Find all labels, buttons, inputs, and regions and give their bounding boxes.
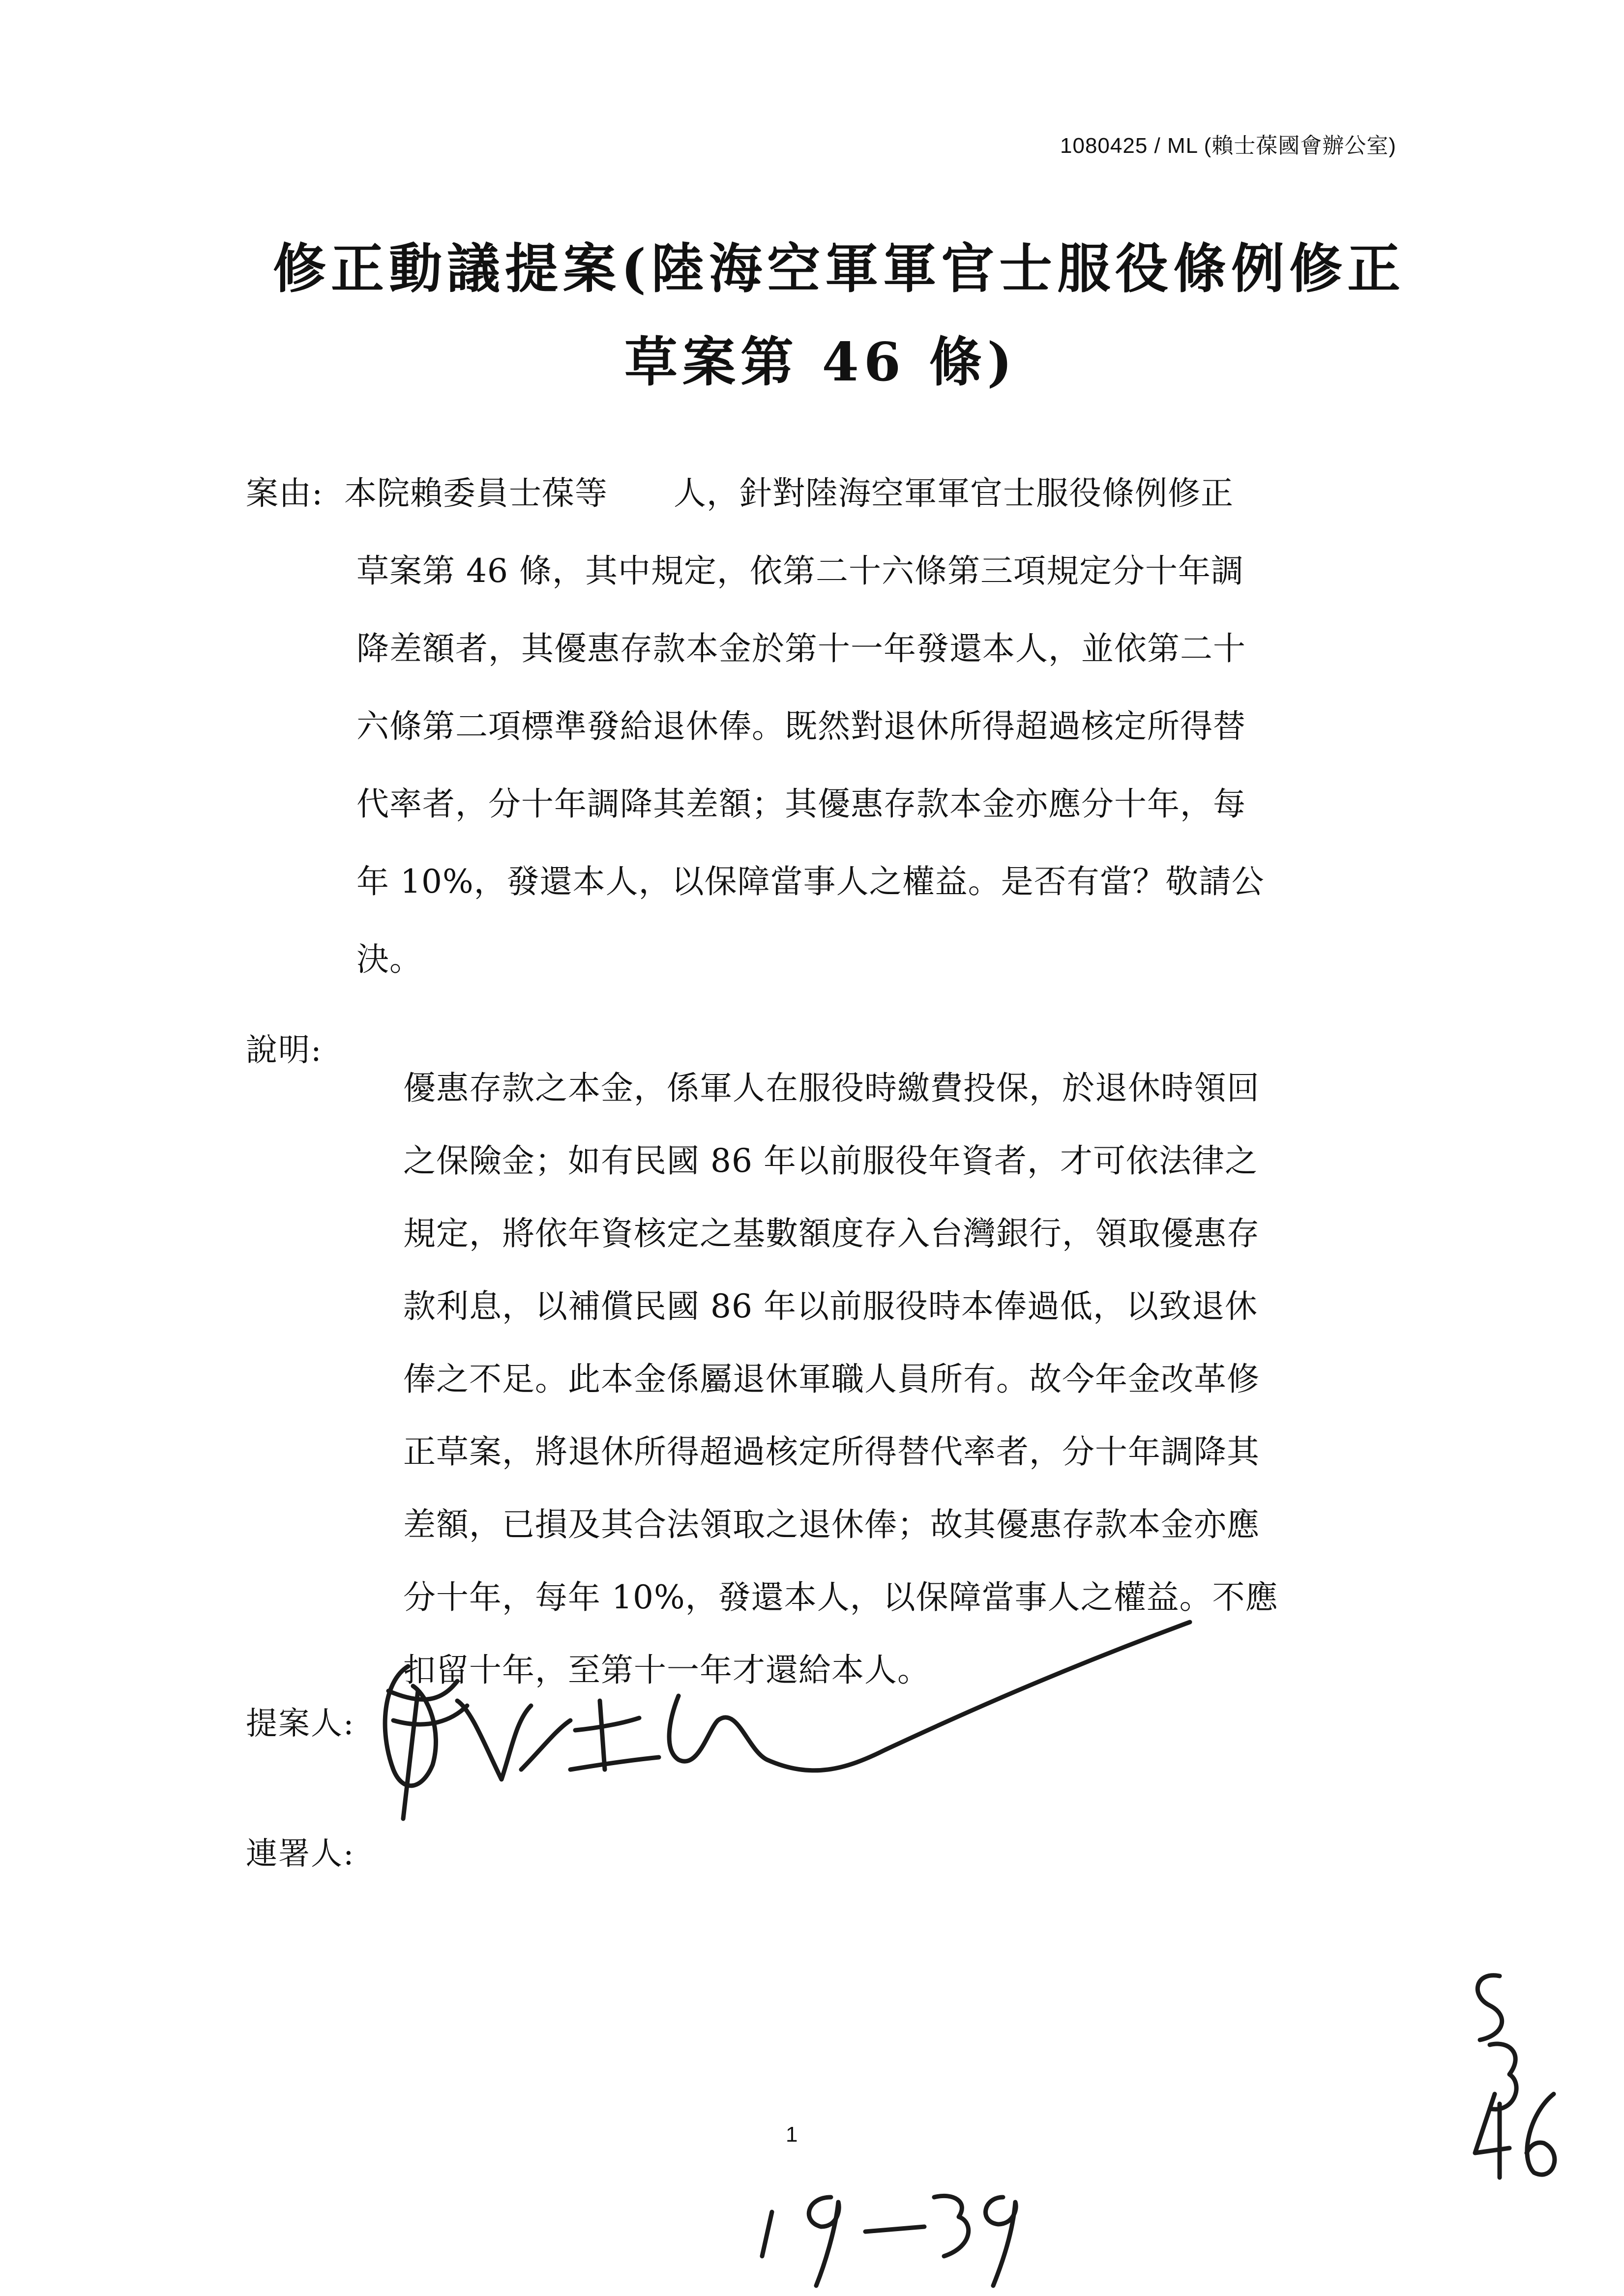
cause-line: 決。 xyxy=(356,940,422,978)
page-range-annotation xyxy=(762,2196,1016,2286)
cause-line: 草案第 46 條，其中規定，依第二十六條第三項規定分十年調 xyxy=(356,552,1244,590)
page-number: 1 xyxy=(786,2122,798,2147)
explanation-line: 優惠存款之本金，係軍人在服役時繳費投保，於退休時領回 xyxy=(403,1069,1260,1107)
cause-line: 年 10%，發還本人，以保障當事人之權益。是否有當？敬請公 xyxy=(356,863,1265,901)
cause-line: 六條第二項標準發給退休俸。既然對退休所得超過核定所得替 xyxy=(356,707,1246,745)
explanation-line: 款利息，以補償民國 86 年以前服役時本俸過低，以致退休 xyxy=(403,1287,1258,1325)
cause-line: 本院賴委員士葆等 人，針對陸海空軍軍官士服役條例修正 xyxy=(344,474,1234,512)
explanation-line: 扣留十年，至第十一年才還給本人。 xyxy=(403,1651,930,1689)
explanation-line: 之保險金；如有民國 86 年以前服役年資者，才可依法律之 xyxy=(403,1142,1258,1180)
explanation-line: 俸之不足。此本金係屬退休軍職人員所有。故今年金改革修 xyxy=(403,1360,1260,1398)
explanation-line: 差額，已損及其合法領取之退休俸；故其優惠存款本金亦應 xyxy=(403,1506,1260,1543)
section-46-annotation xyxy=(1475,1976,1555,2178)
cause-label: 案由: xyxy=(246,474,324,512)
proposer-label: 提案人: xyxy=(246,1706,355,1742)
cause-line: 降差額者，其優惠存款本金於第十一年發還本人，並依第二十 xyxy=(356,630,1246,668)
proposer-signature xyxy=(385,1622,1190,1819)
explanation-line: 分十年，每年 10%，發還本人，以保障當事人之權益。不應 xyxy=(403,1578,1278,1616)
title-line-1: 修正動議提案(陸海空軍軍官士服役條例修正 xyxy=(273,238,1406,300)
cosigner-label: 連署人: xyxy=(246,1836,355,1872)
title-line-2: 草案第 46 條) xyxy=(624,331,1017,393)
explanation-line: 正草案，將退休所得超過核定所得替代率者，分十年調降其 xyxy=(403,1433,1260,1471)
explanation-line: 規定，將依年資核定之基數額度存入台灣銀行，領取優惠存 xyxy=(403,1215,1260,1252)
document-reference: 1080425 / ML (賴士葆國會辦公室) xyxy=(1060,134,1396,158)
cause-line: 代率者，分十年調降其差額；其優惠存款本金亦應分十年，每 xyxy=(356,785,1246,823)
explanation-label: 說明: xyxy=(246,1032,323,1069)
